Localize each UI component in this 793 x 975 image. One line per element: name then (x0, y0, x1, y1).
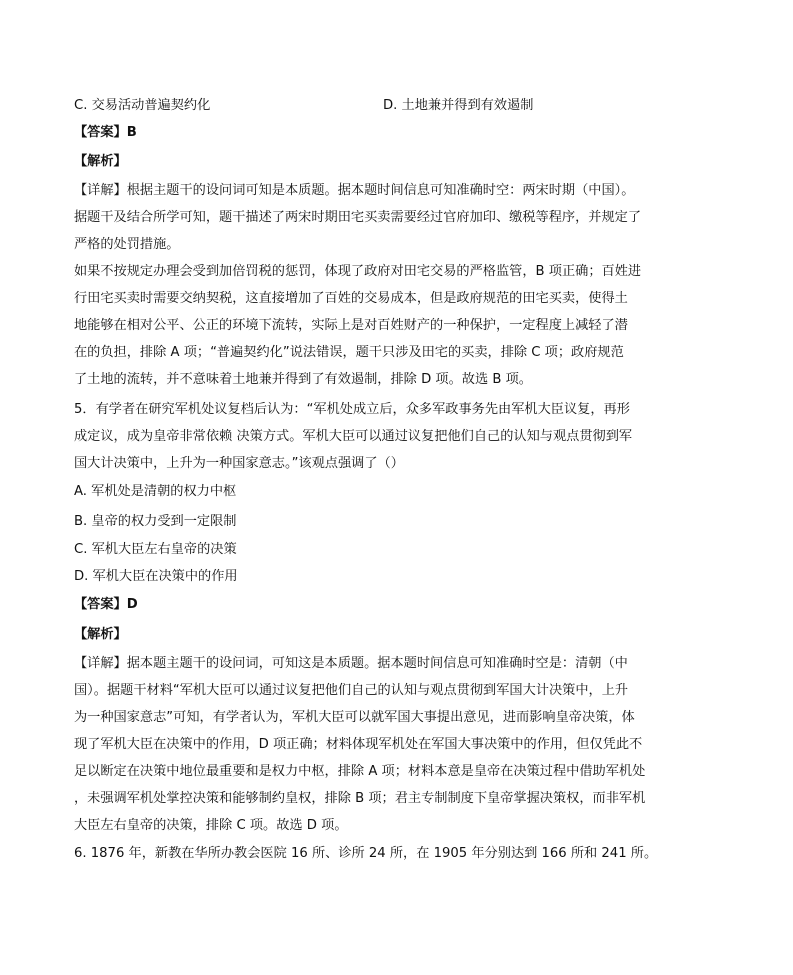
q5-detail-line: 国）。据题干材料“军机大臣可以通过议复把他们自己的认知与观点贯彻到军国大计决策中，上升 (74, 683, 629, 698)
q6-stem: 6. 1876 年，新教在华所办教会医院 16 所、诊所 24 所，在 1905 年分别达到 166 所和 241 所。 (74, 846, 658, 861)
q5-option-b: B. 皇帝的权力受到一定限制 (74, 514, 237, 529)
q4-detail-line: 地能够在相对公平、公正的环境下流转，实际上是对百姓财产的一种保护，一定程度上减轻了潜 (74, 318, 628, 333)
q4-option-c: C. 交易活动普遍契约化 (74, 98, 211, 113)
q4-detail-line: 了土地的流转，并不意味着土地兼并得到了有效遏制，排除 D 项。故选 B 项。 (74, 372, 532, 387)
q5-detail-line: 【详解】据本题主题干的设问词，可知这是本质题。据本题时间信息可知准确时空是：清朝（中 (74, 656, 628, 671)
q5-detail-line: 为一种国家意志”可知，有学者认为，军机大臣可以就军国大事提出意见，进而影响皇帝决策，体 (74, 710, 635, 725)
q5-detail-line: 足以断定在决策中地位最重要和是权力中枢，排除 A 项；材料本意是皇帝在决策过程中借助军机处 (74, 764, 646, 779)
q5-stem-line: 成定议，成为皇帝非常依赖 决策方式。军机大臣可以通过议复把他们自己的认知与观点贯彻到军 (74, 429, 633, 444)
q4-answer (74, 119, 137, 146)
q5-detail-line: ，未强调军机处掌控决策和能够制约皇权，排除 B 项；君主专制制度下皇帝掌握决策权，而非军机 (74, 791, 646, 806)
q4-detail-line: 据题干及结合所学可知，题干描述了两宋时期田宅买卖需要经过官府加印、缴税等程序，并规定了 (74, 210, 642, 225)
q4-answer-value: B (126, 125, 137, 140)
q5-stem-line: 国大计决策中，上升为一种国家意志。”该观点强调了（） (74, 456, 404, 471)
q4-detail-line: 严格的处罚措施。 (74, 237, 180, 252)
q4-option-d: D. 土地兼并得到有效遏制 (383, 98, 534, 113)
q4-answer-label: 【答案】 (74, 125, 127, 140)
q5-option-d: D. 军机大臣在决策中的作用 (74, 569, 238, 584)
q4-options-row (74, 92, 724, 119)
q5-option-c: C. 军机大臣左右皇帝的决策 (74, 542, 237, 557)
q5-answer-label: 【答案】 (74, 597, 127, 612)
q5-stem-line: 5．有学者在研究军机处议复档后认为：“军机处成立后，众多军政事务先由军机大臣议复，再形 (74, 402, 630, 417)
q5-detail-line: 大臣左右皇帝的决策，排除 C 项。故选 D 项。 (74, 818, 348, 833)
q4-detail-line: 如果不按规定办理会受到加倍罚税的惩罚，体现了政府对田宅交易的严格监管，B 项正确；百姓进 (74, 264, 642, 279)
q5-answer-value: D (126, 597, 138, 612)
q4-detail-line: 行田宅买卖时需要交纳契税，这直接增加了百姓的交易成本，但是政府规范的田宅买卖，使得土 (74, 291, 628, 306)
q5-answer (74, 591, 138, 618)
q4-detail-line: 【详解】根据主题干的设问词可知是本质题。据本题时间信息可知准确时空：两宋时期（中国）。 (74, 183, 635, 198)
q4-analysis-label: 【解析】 (74, 154, 127, 169)
q5-detail-line: 现了军机大臣在决策中的作用，D 项正确；材料体现军机处在军国大事决策中的作用，但仅凭此不 (74, 737, 643, 752)
q5-analysis-label: 【解析】 (74, 627, 127, 642)
q4-detail-line: 在的负担，排除 A 项；“普遍契约化”说法错误，题干只涉及田宅的买卖，排除 C 项；政府规范 (74, 345, 624, 360)
q5-option-a: A. 军机处是清朝的权力中枢 (74, 484, 237, 499)
